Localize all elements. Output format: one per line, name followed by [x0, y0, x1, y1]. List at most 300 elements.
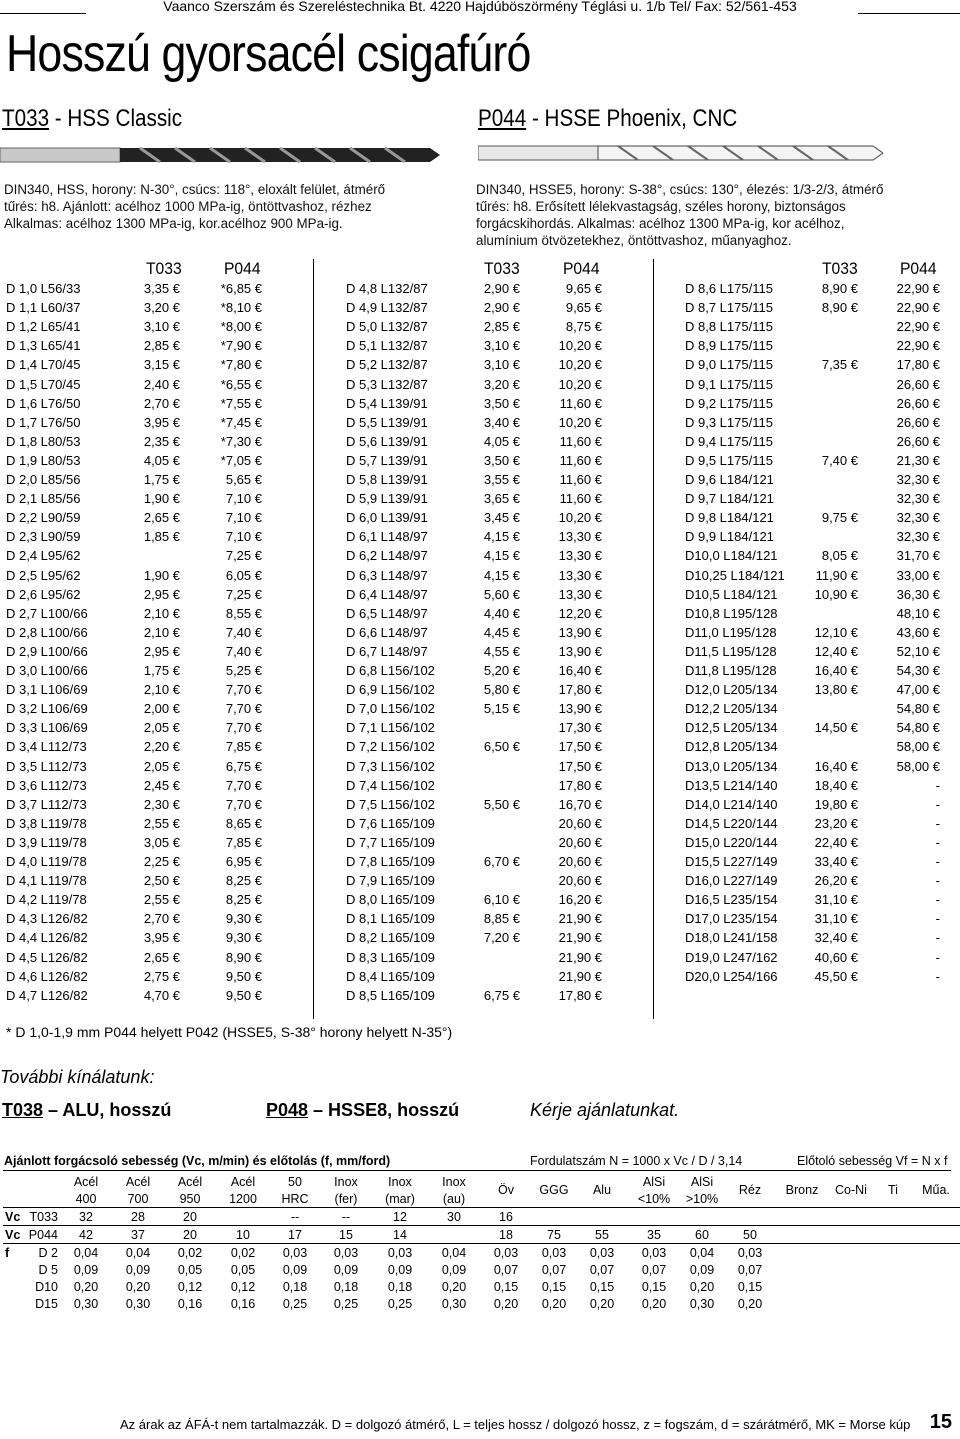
- price-p044: 13,90 €: [558, 624, 602, 640]
- price-t033: 5,20 €: [483, 663, 520, 678]
- price-p044: 7,40 €: [225, 643, 262, 659]
- price-p044: *7,90 €: [220, 338, 262, 354]
- drill-size: D 3,1 L106/69: [6, 682, 88, 698]
- price-t033: 5,60 €: [483, 586, 520, 602]
- speed-cell: 0,03: [737, 1245, 763, 1260]
- speed-cell: 0,18: [387, 1279, 413, 1294]
- drill-size: D19,0 L247/162: [685, 949, 778, 965]
- price-t033: 13,80 €: [814, 682, 858, 698]
- drill-size: D 6,4 L148/97: [346, 586, 428, 602]
- speed-row-label: f: [5, 1245, 10, 1260]
- speed-cell: 0,16: [230, 1296, 256, 1311]
- speed-cell: 15: [339, 1227, 353, 1242]
- drill-size: D 7,6 L165/109: [346, 815, 435, 831]
- speed-row-label: Vc: [5, 1227, 21, 1242]
- price-p044: 32,30 €: [896, 491, 940, 507]
- price-p044: 10,20 €: [558, 338, 602, 354]
- drill-size: D 8,1 L165/109: [346, 911, 435, 927]
- price-t033: 7,40 €: [821, 452, 858, 468]
- price-t033: 2,95 €: [143, 643, 180, 659]
- price-t033: 2,00 €: [143, 701, 180, 717]
- speed-head: Alu: [592, 1183, 612, 1197]
- table-row: [0, 911, 960, 930]
- drill-size: D 1,4 L70/45: [6, 357, 81, 373]
- speed-head: Bronz: [785, 1183, 819, 1197]
- price-p044: 22,90 €: [896, 281, 940, 296]
- price-p044: 52,10 €: [896, 643, 940, 659]
- drill-size: D 9,9 L184/121: [685, 529, 774, 545]
- speed-head-sub: <10%: [637, 1191, 671, 1206]
- price-p044: 11,60 €: [559, 433, 602, 449]
- price-p044: -: [935, 796, 940, 812]
- price-t033: 4,70 €: [143, 987, 180, 1003]
- price-p044: 20,60 €: [558, 815, 602, 831]
- price-p044: 7,25 €: [225, 548, 262, 564]
- speed-head: AlSi: [690, 1174, 714, 1189]
- price-t033: 2,10 €: [143, 605, 180, 621]
- speed-cell: 0,07: [737, 1262, 763, 1277]
- price-t033: 4,05 €: [143, 452, 180, 468]
- price-p044: 32,30 €: [896, 510, 940, 526]
- speed-row-label: T033: [29, 1209, 58, 1224]
- price-p044: 58,00 €: [896, 739, 940, 755]
- price-p044: 54,30 €: [896, 663, 940, 678]
- price-p044: 7,10 €: [225, 491, 262, 507]
- drill-size: D13,0 L205/134: [685, 758, 778, 774]
- price-p044: 9,50 €: [225, 968, 262, 984]
- price-p044: 10,20 €: [558, 376, 602, 392]
- price-p044: 8,55 €: [225, 605, 262, 621]
- price-t033: 5,80 €: [483, 682, 520, 698]
- price-t033: 2,55 €: [143, 815, 180, 831]
- table-row: [0, 663, 960, 682]
- speed-cell: 0,09: [689, 1262, 715, 1277]
- price-t033: 4,05 €: [483, 433, 520, 449]
- drill-size: D 9,3 L175/115: [685, 414, 773, 430]
- speed-cell: 0,30: [125, 1296, 151, 1311]
- speed-cell: [724, 1208, 776, 1226]
- speed-head: Acél: [177, 1174, 203, 1189]
- price-p044: 21,90 €: [558, 949, 602, 965]
- right-product-name: - HSSE Phoenix, CNC: [526, 105, 738, 132]
- price-t033: 6,75 €: [483, 987, 520, 1003]
- drill-size: D 6,2 L148/97: [346, 548, 428, 564]
- price-p044: 7,70 €: [225, 701, 262, 717]
- left-product-code: T033: [2, 105, 50, 132]
- right-product-code: P044: [478, 105, 527, 132]
- drill-size: D16,0 L227/149: [685, 873, 778, 889]
- speed-cell: 0,07: [641, 1262, 667, 1277]
- table-row: [0, 625, 960, 644]
- drill-size: D 8,6 L175/115: [685, 281, 773, 296]
- price-t033: 19,80 €: [814, 796, 858, 812]
- drill-size: D11,0 L195/128: [685, 624, 777, 640]
- speed-head-sub: HRC: [281, 1191, 309, 1206]
- drill-size: D 6,0 L139/91: [346, 510, 428, 526]
- drill-size: D10,8 L195/128: [685, 605, 778, 621]
- price-p044: -: [935, 930, 940, 946]
- price-p044: 6,95 €: [225, 854, 262, 869]
- speed-cell: [428, 1226, 480, 1244]
- speed-cell: 50: [743, 1227, 757, 1242]
- price-t033: 16,40 €: [814, 758, 858, 774]
- left-desc-line: DIN340, HSS, horony: N-30°, csúcs: 118°, eloxált felület, átmérő: [4, 182, 386, 197]
- price-p044: 17,80 €: [558, 682, 602, 698]
- drill-size: D 9,2 L175/115: [685, 395, 773, 411]
- price-p044: -: [935, 949, 940, 965]
- header: [0, 0, 960, 16]
- drill-size: D 2,7 L100/66: [6, 605, 88, 621]
- price-p044: 5,25 €: [225, 663, 262, 678]
- drill-size: D 7,1 L156/102: [346, 720, 435, 736]
- drill-image-right: [478, 140, 883, 170]
- drill-size: D 5,4 L139/91: [346, 395, 428, 411]
- price-t033: 2,55 €: [143, 892, 180, 908]
- drill-size: D 2,8 L100/66: [6, 624, 88, 640]
- price-t033: 5,50 €: [483, 796, 520, 812]
- price-t033: 3,15 €: [143, 357, 180, 373]
- drill-size: D 7,4 L156/102: [346, 777, 435, 793]
- table-row: [0, 606, 960, 625]
- drill-size: D 2,0 L85/56: [6, 472, 81, 487]
- price-t033: 2,10 €: [143, 682, 180, 698]
- price-t033: 1,85 €: [143, 529, 180, 545]
- table-row: [0, 338, 960, 357]
- drill-size: D14,5 L220/144: [685, 815, 778, 831]
- speed-row-label: [3, 1295, 24, 1312]
- speed-cell: 0,25: [387, 1296, 413, 1311]
- speed-cell: 0,12: [177, 1279, 203, 1294]
- drill-size: D12,8 L205/134: [685, 739, 778, 755]
- speed-head-sub: 400: [75, 1191, 97, 1206]
- drill-size: D 3,3 L106/69: [6, 720, 88, 736]
- price-p044: 7,10 €: [225, 510, 262, 526]
- speed-cell: 0,25: [282, 1296, 308, 1311]
- price-t033: 4,45 €: [483, 624, 520, 640]
- price-t033: 9,75 €: [821, 510, 858, 526]
- price-p044: 7,40 €: [225, 624, 262, 640]
- price-t033: 3,10 €: [483, 338, 520, 354]
- price-p044: *7,55 €: [220, 395, 262, 411]
- price-t033: 33,40 €: [814, 854, 858, 869]
- speed-head: Acél: [73, 1174, 99, 1189]
- speed-row-label: Vc: [5, 1209, 21, 1224]
- speed-row: [3, 1261, 960, 1278]
- price-p044: 9,65 €: [565, 300, 602, 316]
- drill-size: D 7,5 L156/102: [346, 796, 435, 812]
- price-t033: 32,40 €: [814, 930, 858, 946]
- price-p044: 36,30 €: [896, 586, 940, 602]
- drill-size: D 9,8 L184/121: [685, 510, 774, 526]
- table-row: [0, 720, 960, 739]
- speed-cell: 14: [393, 1227, 407, 1242]
- speed-cell: 0,25: [333, 1296, 359, 1311]
- drill-size: D 3,4 L112/73: [6, 739, 87, 755]
- offer-p048[interactable]: [266, 1100, 459, 1121]
- offer-p048-code[interactable]: P048: [266, 1100, 309, 1120]
- offer-request: Kérje ajánlatunkat.: [530, 1100, 680, 1120]
- price-p044: 9,50 €: [225, 987, 262, 1003]
- price-p044: 8,25 €: [225, 873, 262, 889]
- price-p044: 33,00 €: [896, 567, 940, 583]
- drill-size: D 4,6 L126/82: [6, 968, 88, 984]
- speed-cell: [828, 1295, 874, 1312]
- speed-cell: 0,20: [493, 1296, 519, 1311]
- drill-size: D 4,5 L126/82: [6, 949, 88, 965]
- table-row: [0, 396, 960, 415]
- speed-formula-rpm: Fordulatszám N = 1000 x Vc / D / 3,14: [530, 1154, 743, 1168]
- speed-head-sub: 950: [179, 1191, 201, 1206]
- table-row: [0, 778, 960, 797]
- drill-size: D10,0 L184/121: [685, 548, 778, 564]
- speed-cell: 0,04: [73, 1245, 99, 1260]
- speed-cell: 0,07: [589, 1262, 615, 1277]
- drill-size: D13,5 L214/140: [685, 777, 778, 793]
- speed-head-sub: (mar): [385, 1191, 415, 1206]
- speed-cell: 0,20: [441, 1279, 467, 1294]
- speed-cell: 0,03: [541, 1245, 567, 1260]
- price-p044: 16,40 €: [558, 663, 602, 678]
- speed-head: Ti: [888, 1183, 898, 1197]
- price-p044: 54,80 €: [896, 701, 940, 717]
- speed-cell: 20: [183, 1227, 197, 1242]
- right-desc-line: forgácskihordás. Alkalmas: acélhoz 1300 MPa-ig, kor acélhoz,: [476, 216, 845, 231]
- price-p044: 8,65 €: [225, 815, 262, 831]
- price-p044: 10,20 €: [558, 357, 602, 373]
- offer-p048-name: – HSSE8, hosszú: [308, 1100, 460, 1120]
- speed-cell: 0,02: [177, 1245, 203, 1260]
- drill-size: D 2,2 L90/59: [6, 510, 81, 526]
- drill-size: D 9,7 L184/121: [685, 491, 774, 507]
- price-p044: 13,30 €: [558, 529, 602, 545]
- drill-size: D 7,2 L156/102: [346, 739, 435, 755]
- price-t033: 1,90 €: [143, 567, 180, 583]
- price-t033: 5,15 €: [483, 701, 520, 717]
- drill-size: D 8,3 L165/109: [346, 949, 435, 965]
- speed-row-label: D10: [35, 1279, 58, 1294]
- drill-size: D 1,5 L70/45: [6, 376, 81, 392]
- drill-size: D 7,9 L165/109: [346, 873, 435, 889]
- drill-size: D 4,4 L126/82: [6, 930, 88, 946]
- price-p044: 17,80 €: [558, 777, 602, 793]
- speed-cell: 16: [499, 1209, 513, 1224]
- speed-cell: [874, 1208, 912, 1226]
- price-p044: 7,70 €: [225, 720, 262, 736]
- speed-cell: [776, 1261, 828, 1278]
- speed-row-label: [3, 1278, 24, 1295]
- speed-cell: 0,07: [541, 1262, 567, 1277]
- speed-cell: 0,30: [441, 1296, 467, 1311]
- table-row: [0, 568, 960, 587]
- table-row: [0, 587, 960, 606]
- drill-size: D15,5 L227/149: [685, 854, 778, 869]
- drill-size: D 9,5 L175/115: [685, 452, 773, 468]
- drill-size: D 5,7 L139/91: [346, 452, 428, 468]
- drill-size: D 3,7 L112/73: [6, 796, 87, 812]
- price-t033: 3,10 €: [143, 319, 180, 335]
- price-p044: 32,30 €: [896, 472, 940, 487]
- drill-size: D 5,8 L139/91: [346, 472, 428, 487]
- speed-cell: 0,03: [387, 1245, 413, 1260]
- price-p044: *6,85 €: [220, 281, 262, 296]
- price-t033: 3,65 €: [483, 491, 520, 507]
- drill-size: D20,0 L254/166: [685, 968, 778, 984]
- table-row: [0, 816, 960, 835]
- price-p044: -: [935, 911, 940, 927]
- speed-head: 50: [288, 1174, 302, 1189]
- price-p044: 9,30 €: [225, 930, 262, 946]
- table-row: [0, 739, 960, 758]
- price-p044: 21,90 €: [558, 930, 602, 946]
- drill-size: D 1,2 L65/41: [6, 319, 81, 335]
- drill-size: D 1,0 L56/33: [6, 281, 81, 296]
- speed-cell: [828, 1278, 874, 1295]
- price-p044: 10,20 €: [558, 510, 602, 526]
- drill-size: D 2,6 L95/62: [6, 586, 81, 602]
- speed-cell: [216, 1208, 270, 1226]
- price-t033: 2,45 €: [143, 777, 180, 793]
- speed-cell: [576, 1208, 628, 1226]
- speed-cell: 35: [647, 1227, 661, 1242]
- drill-size: D 1,3 L65/41: [6, 338, 81, 354]
- speed-table: [3, 1173, 960, 1312]
- speed-cell: 0,15: [737, 1279, 763, 1294]
- drill-size: D 3,5 L112/73: [6, 758, 87, 774]
- price-t033: 3,20 €: [143, 300, 180, 316]
- price-p044: *7,45 €: [220, 414, 262, 430]
- speed-cell: 37: [131, 1227, 145, 1242]
- drill-size: D 4,1 L119/78: [6, 873, 87, 889]
- table-row: [0, 548, 960, 567]
- price-t033: 3,50 €: [483, 452, 520, 468]
- price-t033: 2,70 €: [143, 395, 180, 411]
- price-t033: 2,05 €: [143, 758, 180, 774]
- price-p044: 9,30 €: [225, 911, 262, 927]
- table-row: [0, 797, 960, 816]
- price-p044: -: [935, 892, 940, 908]
- drill-size: D 2,5 L95/62: [6, 567, 81, 583]
- speed-head: Acél: [125, 1174, 151, 1189]
- price-t033: 3,55 €: [483, 472, 520, 487]
- price-p044: -: [935, 873, 940, 889]
- speed-cell: 0,15: [541, 1279, 567, 1294]
- price-t033: 4,55 €: [483, 643, 520, 659]
- table-row: [0, 950, 960, 969]
- speed-cell: 0,09: [282, 1262, 308, 1277]
- price-t033: 4,15 €: [483, 529, 520, 545]
- price-p044: 13,90 €: [558, 643, 602, 659]
- drill-size: D 8,9 L175/115: [685, 338, 773, 354]
- price-p044: 21,90 €: [558, 968, 602, 984]
- right-product-title: [478, 105, 737, 133]
- drill-size: D 3,0 L100/66: [6, 663, 88, 678]
- speed-head: Réz: [738, 1183, 762, 1197]
- offer-t038-code[interactable]: T038: [2, 1100, 44, 1120]
- left-product-title: [2, 105, 182, 133]
- speed-cell: 0,16: [177, 1296, 203, 1311]
- drill-size: D 6,8 L156/102: [346, 663, 435, 678]
- price-p044: 26,60 €: [896, 414, 940, 430]
- drill-size: D 5,6 L139/91: [346, 433, 428, 449]
- price-p044: 16,70 €: [558, 796, 602, 812]
- price-t033: 6,10 €: [483, 892, 520, 908]
- table-row: [0, 892, 960, 911]
- col3-header-t033: T033: [822, 259, 858, 278]
- drill-size: D 8,5 L165/109: [346, 987, 435, 1003]
- price-p044: 21,90 €: [558, 911, 602, 927]
- left-product-name: - HSS Classic: [49, 105, 183, 132]
- speed-row: [3, 1278, 960, 1295]
- price-t033: 4,40 €: [483, 605, 520, 621]
- table-row: [0, 472, 960, 491]
- drill-size: D 7,3 L156/102: [346, 758, 435, 774]
- speed-head-sub: (au): [442, 1191, 466, 1206]
- speed-head: Inox: [388, 1174, 412, 1189]
- drill-size: D 4,3 L126/82: [6, 911, 88, 927]
- drill-size: D 8,8 L175/115: [685, 319, 773, 335]
- table-row: [0, 281, 960, 300]
- table-row: [0, 529, 960, 548]
- price-p044: 8,75 €: [565, 319, 602, 335]
- speed-head: Inox: [334, 1174, 358, 1189]
- drill-size: D 2,9 L100/66: [6, 643, 88, 659]
- price-t033: 7,35 €: [821, 357, 858, 373]
- drill-size: D 9,6 L184/121: [685, 472, 774, 487]
- speed-cell: 0,09: [125, 1262, 151, 1277]
- table-row: [0, 319, 960, 338]
- price-t033: 12,10 €: [814, 624, 858, 640]
- drill-size: D 6,3 L148/97: [346, 567, 428, 583]
- offer-t038[interactable]: [2, 1100, 171, 1121]
- price-p044: 26,60 €: [896, 433, 940, 449]
- price-p044: 11,60 €: [559, 472, 602, 487]
- price-p044: 6,05 €: [225, 567, 262, 583]
- drill-size: D 3,2 L106/69: [6, 701, 88, 717]
- price-p044: 5,65 €: [225, 472, 262, 487]
- price-p044: 26,60 €: [896, 376, 940, 392]
- price-t033: 2,85 €: [143, 338, 180, 354]
- price-p044: 31,70 €: [896, 548, 940, 564]
- drill-size: D 5,5 L139/91: [346, 414, 428, 430]
- speed-cell: --: [290, 1209, 300, 1224]
- speed-head: Műa.: [922, 1183, 950, 1197]
- drill-size: D16,5 L235/154: [685, 892, 778, 908]
- price-p044: -: [935, 777, 940, 793]
- price-t033: 2,85 €: [483, 319, 520, 335]
- price-p044: *7,80 €: [220, 357, 262, 373]
- speed-cell: 0,18: [333, 1279, 359, 1294]
- table-row: [0, 510, 960, 529]
- speed-cell: 0,02: [230, 1245, 256, 1260]
- speed-cell: [828, 1208, 874, 1226]
- speed-cell: 30: [447, 1209, 461, 1224]
- price-p044: *8,10 €: [220, 300, 262, 316]
- speed-cell: 42: [79, 1227, 93, 1242]
- price-p044: 54,80 €: [896, 720, 940, 736]
- price-t033: 40,60 €: [814, 949, 858, 965]
- table-row: [0, 434, 960, 453]
- price-t033: 3,10 €: [483, 357, 520, 373]
- speed-cell: 12: [393, 1209, 407, 1224]
- speed-title: Ajánlott forgácsoló sebesség (Vc, m/min) és előtolás (f, mm/ford): [4, 1154, 391, 1168]
- table-row: [0, 644, 960, 663]
- price-t033: 8,90 €: [821, 300, 858, 316]
- drill-size: D14,0 L214/140: [685, 796, 778, 812]
- price-t033: 3,20 €: [483, 376, 520, 392]
- table-row: [0, 300, 960, 319]
- table-row: [0, 415, 960, 434]
- price-t033: 2,05 €: [143, 720, 180, 736]
